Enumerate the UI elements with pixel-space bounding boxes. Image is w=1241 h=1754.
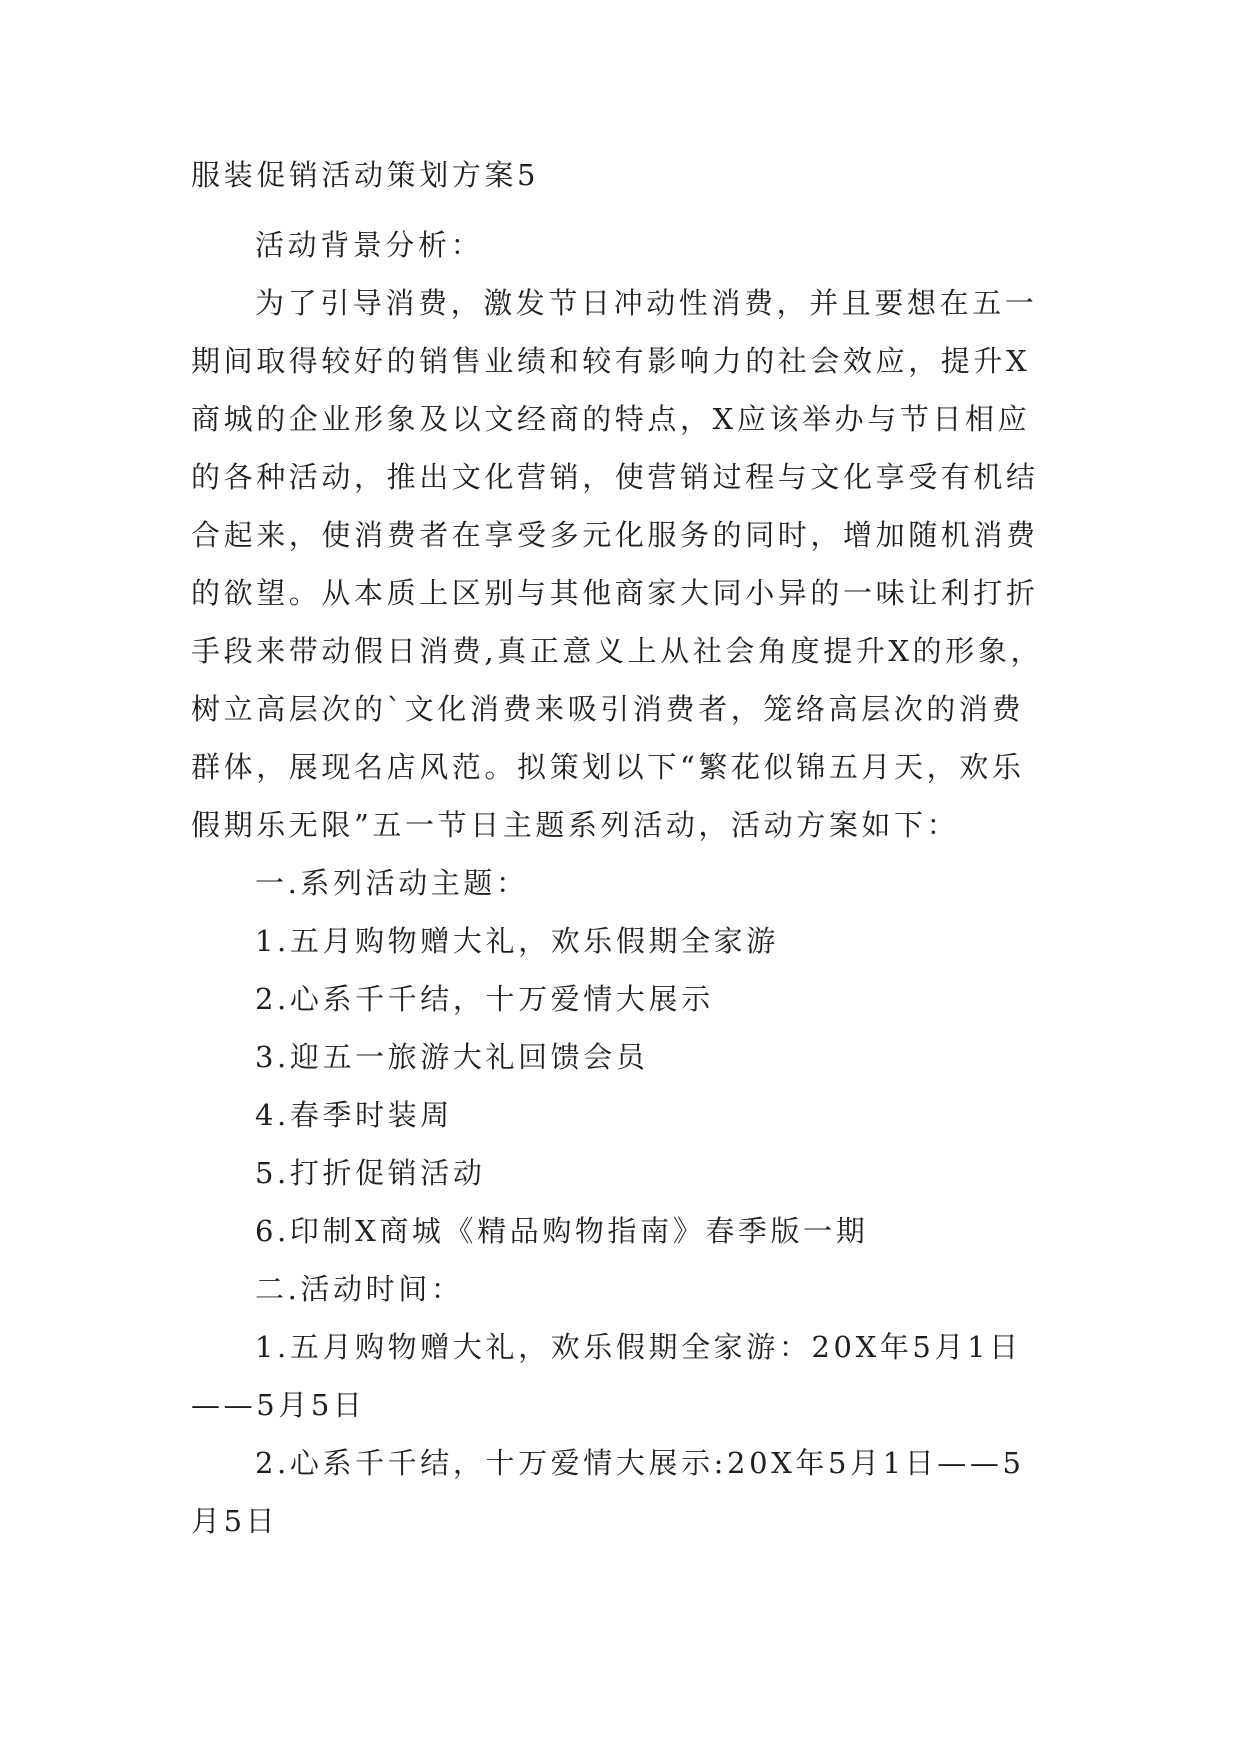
list-item: 2.心系千千结，十万爱情大展示:20X年5月1日——5月5日 <box>191 1446 1025 1538</box>
list-item: 3.迎五一旅游大礼回馈会员 <box>255 1040 649 1074</box>
list-item: 1.五月购物赠大礼，欢乐假期全家游：20X年5月1日——5月5日 <box>191 1330 1022 1422</box>
section-heading-themes: 一.系列活动主题： <box>255 866 529 900</box>
list-item: 4.春季时装周 <box>255 1098 453 1132</box>
document-page <box>191 160 1051 1550</box>
section-heading-background: 活动背景分析： <box>255 228 484 262</box>
list-item: 1.五月购物赠大礼，欢乐假期全家游 <box>255 924 779 958</box>
list-item: 6.印制X商城《精品购物指南》春季版一期 <box>255 1214 869 1248</box>
document-title: 服装促销活动策划方案5 <box>191 158 540 192</box>
section-heading-time: 二.活动时间： <box>255 1272 464 1306</box>
list-item: 2.心系千千结，十万爱情大展示 <box>255 982 714 1016</box>
paragraph-background: 为了引导消费，激发节日冲动性消费，并且要想在五一期间取得较好的销售业绩和较有影响力的社会效应，提升X商城的企业形象及以文经商的特点，X应该举办与节日相应的各种活动，推出文化营销，使营销过程与文化享受有机结合起来，使消费者在享受多元化服务的同时，增加随机消费的欲望。从本质上区别与其他商家大同小异的一味让利打折手段来带动假日消费,真正意义上从社会角度提升X的形象，树立高层次的`文化消费来吸引消费者，笼络高层次的消费群体，展现名店风范。拟策划以下“繁花似锦五月天，欢乐假期乐无限”五一节日主题系列活动，活动方案如下： <box>191 286 1044 842</box>
list-item: 5.打折促销活动 <box>255 1156 486 1190</box>
